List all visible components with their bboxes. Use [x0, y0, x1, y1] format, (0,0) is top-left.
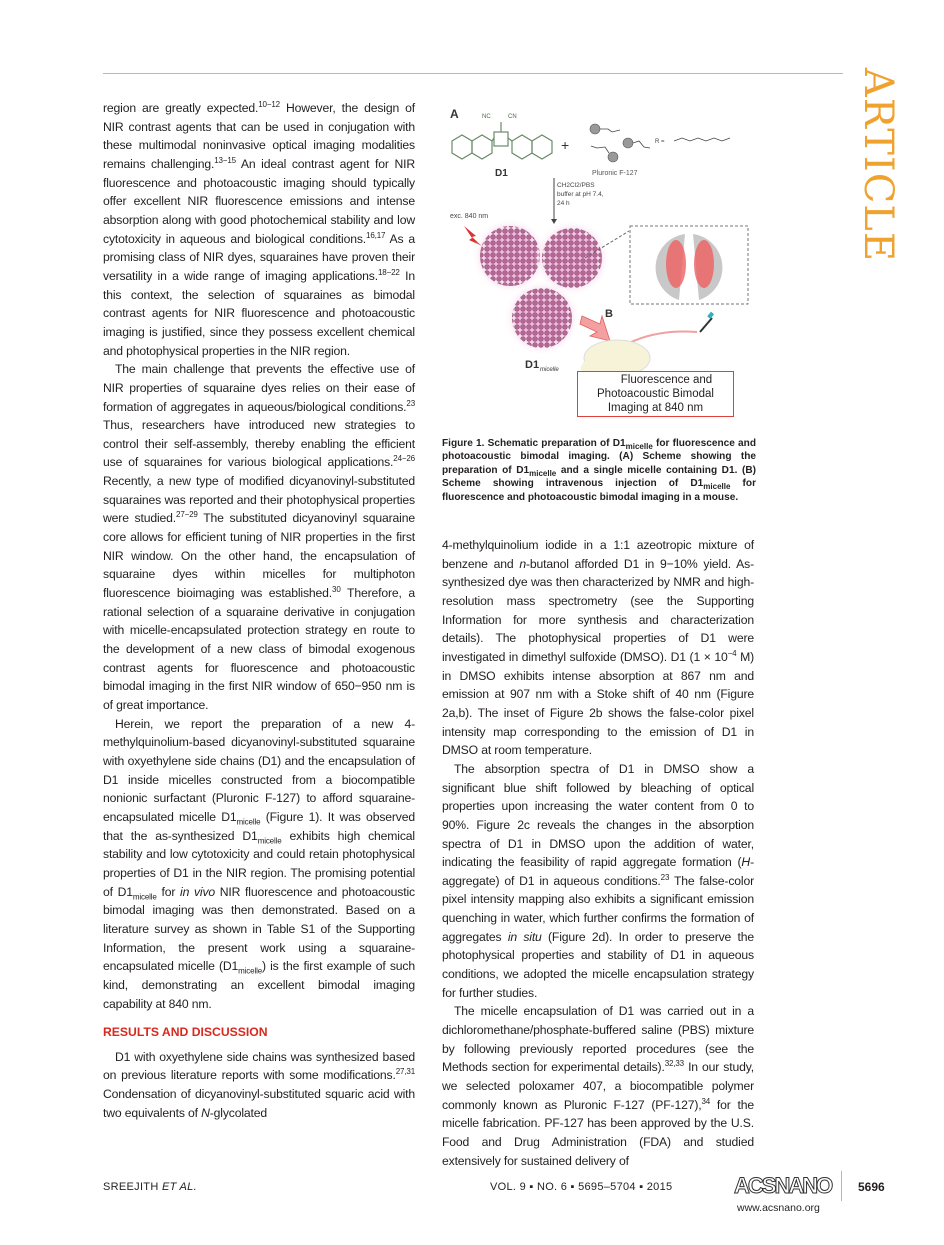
citation-superscript: 30 [332, 585, 341, 594]
single-micelle-inset [630, 226, 748, 304]
text-run: for fluorescence and photoacoustic bimodal imaging in a mouse. [442, 478, 756, 503]
pluronic-molecules [590, 124, 633, 162]
citation-superscript: 16,17 [366, 230, 386, 240]
conditions-line: buffer at pH 7.4, [557, 191, 604, 198]
text-run: However, the design of NIR contrast agents that can be used in conjugation with these multimodal noninvasive optical imaging modalities remains challenging. [103, 101, 416, 171]
paragraph [442, 536, 754, 760]
subscript: micelle [238, 966, 263, 976]
citation-superscript: 18−22 [377, 267, 400, 277]
figure-caption [442, 437, 756, 504]
italic-text: H [741, 855, 751, 870]
citation-superscript: 24−26 [393, 454, 415, 464]
author-name: SREEJITH [103, 1181, 162, 1193]
citation-superscript: 13−15 [214, 155, 236, 165]
footer-citation: VOL. 9 ▪ NO. 6 ▪ 5695–5704 ▪ 2015 [490, 1181, 673, 1193]
italic-text: N [201, 1105, 210, 1120]
italic-text: n [519, 556, 526, 571]
section-tag [838, 67, 902, 263]
micelle-subscript: micelle [540, 367, 559, 373]
text-run: Thus, researchers have introduced new strategies to control their self-assembly, thereby enabling the efficient use of squaraines for various biological applications. [103, 418, 415, 470]
citation-superscript: 32,33 [664, 1059, 684, 1069]
text-run: Figure 1. Schematic preparation of D1 [442, 438, 626, 449]
subscript: micelle [529, 468, 557, 478]
italic-text: in situ [507, 929, 542, 944]
d1-structure [452, 122, 552, 159]
page-number: 5696 [858, 1180, 885, 1194]
text-run: An ideal contrast agent for NIR fluorescence and photoacoustic imaging should typically offer excellent NIR fluorescence emissions and intense absorption along with good photochemical stability and low cytotoxicity in aqueous and biological conditions. [103, 156, 415, 246]
text-run: The absorption spectra of D1 in DMSO show a significant blue shift followed by bleaching of optical properties upon increasing the water content from 0 to 90%. Figure 2c reveals the changes in the absorption spectra of D1 in DMSO upon the addition of water, indicating the feasibility of rapid aggregate formation ( [442, 761, 754, 870]
syringe-icon [700, 318, 712, 332]
text-run: The main challenge that prevents the effective use of NIR properties of squaraine dyes relies on their ease of formation of aggregates in aqueous/biological conditions. [103, 362, 415, 414]
journal-logo: ACSNANO [734, 1173, 832, 1198]
text-run: for fluorescence and photoacoustic bimodal imaging. (A) Scheme showing the preparation of D1 [442, 438, 757, 476]
citation-superscript: 23 [660, 872, 670, 882]
citation-superscript: 23 [406, 398, 415, 408]
author-etal: ET AL. [161, 1181, 197, 1193]
r-definition: R = [655, 139, 665, 145]
conditions-line: 24 h [557, 200, 570, 207]
paragraph [103, 99, 415, 360]
subscript: micelle [132, 892, 157, 901]
figure-1 [442, 96, 757, 416]
micelle-label: D1 [525, 359, 540, 371]
text-run: In this context, the selection of squaraines as bimodal contrast agents for NIR fluorescence and photoacoustic imaging is justified, since they possess excellent chemical and photophysical properties in the NIR region. [103, 268, 415, 358]
box-line: Imaging at 840 nm [607, 402, 704, 414]
footer-author [103, 1181, 197, 1193]
text-run: ) is the first example of such kind, demonstrating an excellent bimodal imaging capability at 840 nm. [103, 959, 415, 1011]
panel-a-label: A [450, 107, 459, 121]
text-run: for the micelle fabrication. PF-127 has been approved by the U.S. Food and Drug Administration (FDA) and studied extensively for sustained delivery of [442, 1097, 754, 1168]
text-run: In our study, we selected poloxamer 407, a biocompatible polymer commonly known as Pluronic F-127 (PF-127), [442, 1060, 754, 1112]
figure-1-scheme [442, 96, 757, 416]
imaging-box [577, 371, 734, 417]
text-run: for [156, 884, 181, 899]
italic-text: in vivo [180, 884, 216, 899]
cn-label: CN [508, 114, 517, 120]
text-run: region are greatly expected. [103, 101, 259, 115]
journal-url[interactable]: www.acsnano.org [737, 1202, 820, 1214]
paragraph [103, 1048, 415, 1123]
text-run: Therefore, a rational selection of a squaraine derivative in conjugation with micelle-encapsulated protection strategy en route to the development of a new class of bimodal exogenous contrast agents for fluorescence and photoacoustic bimodal imaging in the first NIR window of 650−950 nm is of great importance. [103, 586, 416, 712]
citation-superscript: −4 [727, 648, 737, 658]
box-line: Photoacoustic Bimodal [597, 388, 714, 400]
text-run: As a promising class of NIR dyes, squaraines have proven their versatility in a wide range of imaging applications. [103, 231, 415, 283]
paragraph [103, 715, 415, 1014]
citation-superscript: 34 [701, 1096, 711, 1106]
text-run: -glycolated [209, 1105, 268, 1120]
subscript: micelle [703, 482, 731, 492]
text-run: The false-color pixel intensity mapping also exhibits a significant emission quenching in water, which further confirms the formation of aggregates [442, 873, 755, 944]
subscript: micelle [625, 442, 653, 452]
d1-label: D1 [495, 168, 508, 179]
subscript: micelle [257, 836, 282, 846]
text-run: D1 with oxyethylene side chains was synthesized based on previous literature reports with some modifications. [103, 1049, 415, 1083]
box-line: Fluorescence and [620, 374, 713, 386]
text-run: NIR fluorescence and photoacoustic bimodal imaging was then demonstrated. Based on a literature survey as shown in Table S1 of the Supporting Information, the present work using a squaraine-encapsulated micelle (D1 [103, 884, 415, 974]
nc-label: NC [482, 114, 491, 120]
paragraph [442, 760, 754, 1003]
section-tag-text: ARTICLE [855, 67, 902, 263]
paragraph [103, 360, 415, 714]
conditions-line: CH2Cl2/PBS [557, 182, 595, 189]
text-run: Condensation of dicyanovinyl-substituted squaric acid with two equivalents of [103, 1087, 415, 1120]
text-run: M) in DMSO exhibits intense absorption at 867 nm and emission at 907 nm with a Stoke shift of 40 nm (Figure 2a,b). The inset of Figure 2b shows the false-color pixel intensity map corresponding to the emission of D1 in DMSO at room temperature. [442, 649, 754, 758]
text-run: Recently, a new type of modified dicyanovinyl-substituted squaraines was reported and their photophysical properties were studied. [103, 474, 415, 526]
citation-superscript: 10−12 [258, 99, 280, 109]
right-column [442, 536, 754, 1170]
text-run: and a single micelle containing D1. (B) Scheme showing intravenous injection of D1 [442, 464, 756, 490]
top-rule [103, 73, 843, 74]
micelles [472, 218, 610, 356]
section-heading: RESULTS AND DISCUSSION [103, 1025, 268, 1040]
text-run: (Figure 1). It was observed that the as-synthesized D1 [103, 809, 415, 843]
text-run: The substituted dicyanovinyl squaraine core allows for efficient tuning of NIR properties in the first NIR window. On the other hand, the encapsulation of squaraine dyes within micelles for multiphoton fluorescence bioimaging was established. [103, 511, 415, 601]
text-run: Herein, we report the preparation of a new 4-methylquinolium-based dicyanovinyl-substituted squaraine with oxyethylene side chains (D1) and the encapsulation of D1 inside micelles constructed from a biocompatible nonionic surfactant (Pluronic F-127) to afford squaraine-encapsulated micelle D1 [103, 716, 415, 824]
left-column [103, 99, 415, 1122]
plus-sign: + [561, 137, 570, 153]
text-run: -aggregate) of D1 in aqueous conditions. [442, 855, 754, 888]
paragraph [442, 1002, 754, 1170]
text-run: exhibits high chemical stability and low cytotoxicity and could retain photophysical properties of D1 in the NIR region. The promising potential of D1 [103, 828, 415, 899]
footer-divider [841, 1171, 842, 1201]
excitation-label: exc. 840 nm [450, 213, 489, 220]
citation-superscript: 27,31 [395, 1067, 415, 1077]
text-run: -butanol afforded D1 in 9−10% yield. As-synthesized dye was then characterized by NMR and high-resolution mass spectrometry (see the Supporting Information for more synthesis and characterization details). The photophysical properties of D1 were investigated in dimethyl sulfoxide (DMSO). D1 (1 × 10 [442, 556, 754, 664]
text-run: The micelle encapsulation of D1 was carried out in a dichloromethane/phosphate-buffered saline (PBS) mixture by following previously reported procedures (see the Methods section for experimental details). [442, 1004, 754, 1075]
text-run: (Figure 2d). In order to preserve the photophysical properties and stability of D1 in aqueous conditions, we adopted the micelle encapsulation strategy for further studies. [442, 929, 754, 1000]
panel-b-label: B [605, 308, 613, 320]
micelle-cross-section [656, 234, 723, 300]
subscript: micelle [236, 817, 261, 827]
citation-superscript: 27−29 [176, 510, 198, 520]
pluronic-label: Pluronic F-127 [592, 170, 638, 177]
text-run: 4-methylquinolium iodide in a 1:1 azeotropic mixture of benzene and [442, 538, 754, 571]
